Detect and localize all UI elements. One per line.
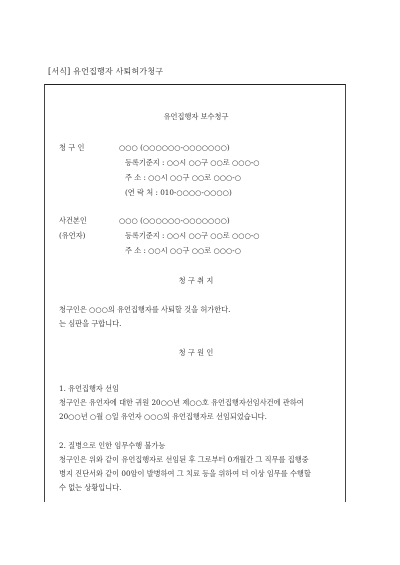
section-1-line-2: 20○○년 ○월 ○일 유언자 ○○○의 유언집행자로 선임되었습니다. [59,412,267,421]
claimant-contact: (연 락 처 : 010-○○○○-○○○○) [125,188,232,197]
principal-label: 사건본인 [59,216,87,225]
form-caption: [서식] 유언집행자 사퇴허가청구 [48,67,164,76]
section-2-line-3: 수 없는 상황입니다. [59,483,122,492]
section-1-line-1: 청구인은 유언자에 대한 귀원 20○○년 제○○호 유언집행자선임사건에 관하여 [59,398,304,407]
purpose-heading: 청 구 취 지 [178,276,214,285]
principal-sublabel: (유언자) [59,231,86,240]
section-2-title: 2. 질병으로 인한 임무수행 불가능 [59,441,166,450]
purpose-line-1: 청구인은 ○○○의 유언집행자를 사퇴할 것을 허가한다. [59,305,231,314]
principal-address: 주 소 : ○○시 ○○구 ○○로 ○○○-○ [125,246,241,255]
claimant-name: ○○○ (○○○○○○-○○○○○○○) [119,143,230,152]
section-2-line-1: 청구인은 위와 같이 유언집행자로 선임된 후 그로부터 0개월간 그 직무를 집행중 [59,455,309,464]
claimant-registry: 등록기준지 : ○○시 ○○구 ○○로 ○○○-○ [125,158,260,167]
claimant-address: 주 소 : ○○시 ○○구 ○○로 ○○○-○ [125,173,241,182]
principal-name: ○○○ (○○○○○○-○○○○○○○) [119,216,230,225]
purpose-line-2: 는 심판을 구합니다. [59,319,122,328]
section-2-line-2: 병지 진단서와 같이 00암이 발병하여 그 치료 등을 위하여 더 이상 임무를 수행할 [59,469,311,478]
principal-registry: 등록기준지 : ○○시 ○○구 ○○로 ○○○-○ [125,231,260,240]
document-box [44,84,346,502]
section-1-title: 1. 유언집행자 선임 [59,384,120,393]
document-title: 유언집행자 보수청구 [163,112,229,121]
claimant-label: 청 구 인 [59,143,85,152]
reasons-heading: 청 구 원 인 [178,348,214,357]
